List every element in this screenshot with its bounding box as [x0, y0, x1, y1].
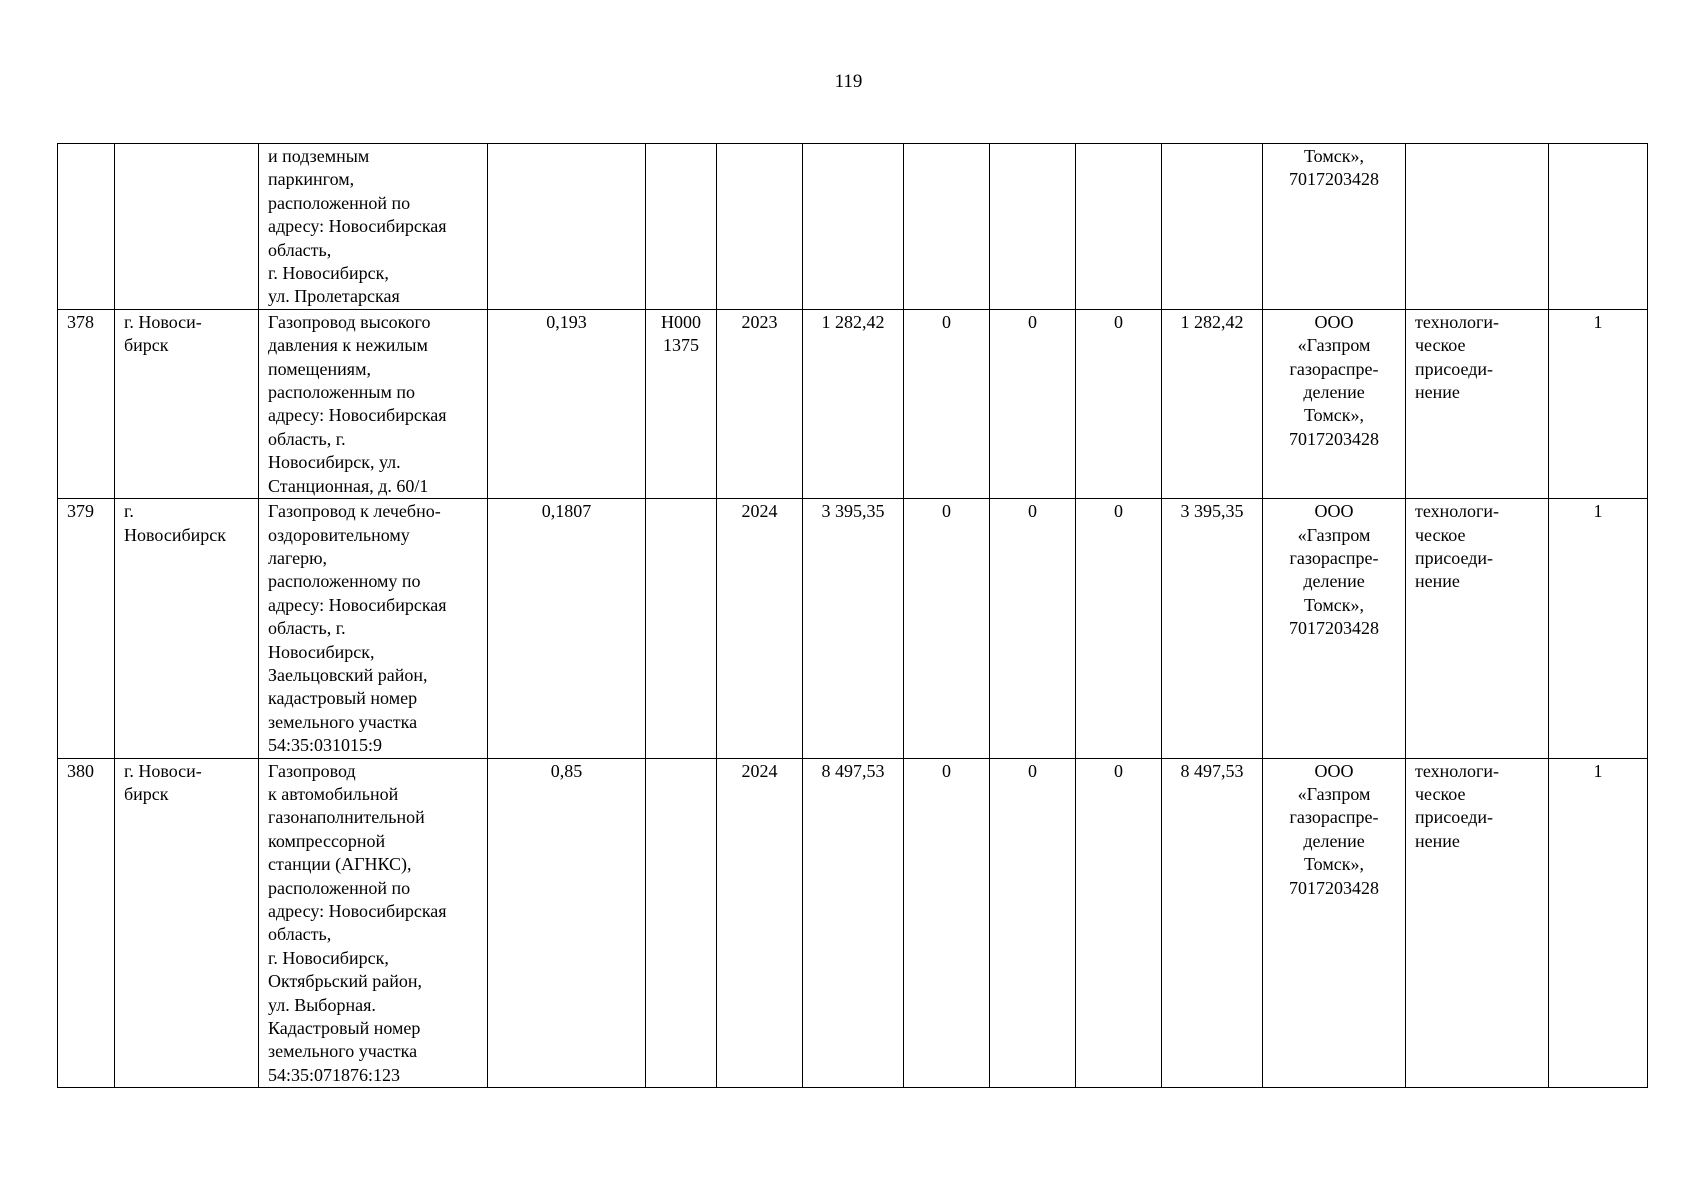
cell-value-1: 0: [904, 499, 990, 758]
cell-total: [1162, 144, 1263, 310]
cell-year: 2024: [717, 499, 803, 758]
cell-value-3: 0: [1076, 309, 1162, 498]
cell-count: [1549, 144, 1648, 310]
cell-year: 2023: [717, 309, 803, 498]
cell-code: [646, 499, 717, 758]
cell-organization: Томск», 7017203428: [1263, 144, 1406, 310]
cell-place: г. Новосибирск: [115, 499, 259, 758]
cell-place: г. Новоси- бирск: [115, 309, 259, 498]
cell-object-name: Газопровод высокого давления к нежилым помещениям, расположенным по адресу: Новосибирская область, г. Новосибирск, ул. Станционная, д. 60/1: [259, 309, 488, 498]
cell-length: 0,85: [488, 758, 646, 1088]
cell-cost: 1 282,42: [803, 309, 904, 498]
cell-number: 379: [58, 499, 115, 758]
cell-value-1: [904, 144, 990, 310]
cell-value-2: 0: [990, 499, 1076, 758]
cell-reason: [1406, 144, 1549, 310]
table-row: [58, 309, 1648, 498]
cell-year: 2024: [717, 758, 803, 1088]
cell-code: Н000 1375: [646, 309, 717, 498]
cell-total: 3 395,35: [1162, 499, 1263, 758]
cell-place: г. Новоси- бирск: [115, 758, 259, 1088]
page-number: 119: [834, 71, 863, 92]
cell-value-2: 0: [990, 309, 1076, 498]
cell-object-name: и подземным паркингом, расположенной по адресу: Новосибирская область, г. Новосибирск, ул. Пролетарская: [259, 144, 488, 310]
cell-value-3: 0: [1076, 758, 1162, 1088]
cell-count: 1: [1549, 309, 1648, 498]
table-row: [58, 144, 1648, 310]
cell-length: 0,193: [488, 309, 646, 498]
cell-organization: ООО «Газпром газораспре- деление Томск», 7017203428: [1263, 758, 1406, 1088]
table-row: [58, 758, 1648, 1088]
cell-value-2: [990, 144, 1076, 310]
cell-cost: [803, 144, 904, 310]
cell-code: [646, 144, 717, 310]
cell-organization: ООО «Газпром газораспре- деление Томск», 7017203428: [1263, 309, 1406, 498]
cell-number: 378: [58, 309, 115, 498]
cell-value-1: 0: [904, 758, 990, 1088]
cell-place: [115, 144, 259, 310]
cell-reason: технологи- ческое присоеди- нение: [1406, 309, 1549, 498]
cell-number: 380: [58, 758, 115, 1088]
cell-value-1: 0: [904, 309, 990, 498]
cell-length: 0,1807: [488, 499, 646, 758]
cell-total: 8 497,53: [1162, 758, 1263, 1088]
cell-cost: 8 497,53: [803, 758, 904, 1088]
gas-pipeline-table: [57, 143, 1648, 1088]
cell-count: 1: [1549, 758, 1648, 1088]
cell-year: [717, 144, 803, 310]
cell-number: [58, 144, 115, 310]
table-row: [58, 499, 1648, 758]
cell-total: 1 282,42: [1162, 309, 1263, 498]
cell-value-2: 0: [990, 758, 1076, 1088]
cell-organization: ООО «Газпром газораспре- деление Томск», 7017203428: [1263, 499, 1406, 758]
cell-count: 1: [1549, 499, 1648, 758]
cell-reason: технологи- ческое присоеди- нение: [1406, 758, 1549, 1088]
cell-object-name: Газопровод к автомобильной газонаполнительной компрессорной станции (АГНКС), расположенной по адресу: Новосибирская область, г. Новосибирск, Октябрьский район, ул. Выборная. Кадастровый номер земельного участка 54:35:071876:123: [259, 758, 488, 1088]
cell-cost: 3 395,35: [803, 499, 904, 758]
cell-reason: технологи- ческое присоеди- нение: [1406, 499, 1549, 758]
cell-value-3: [1076, 144, 1162, 310]
cell-code: [646, 758, 717, 1088]
cell-value-3: 0: [1076, 499, 1162, 758]
cell-object-name: Газопровод к лечебно- оздоровительному лагерю, расположенному по адресу: Новосибирская область, г. Новосибирск, Заельцовский район, кадастровый номер земельного участка 54:35:031015:9: [259, 499, 488, 758]
cell-length: [488, 144, 646, 310]
